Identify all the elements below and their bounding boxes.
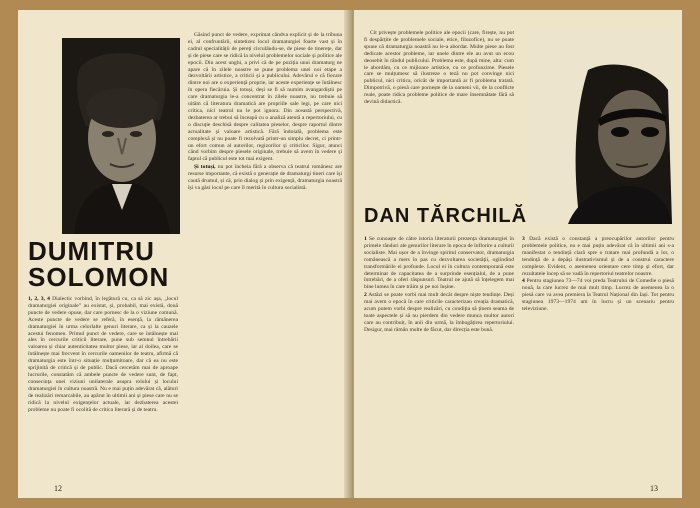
paragraph-text: nu pot încheia fără a observa că teatrul românesc are resurse importante, că există o generație de dramaturgi tineri care își caută drumul, și că, prin dialog și prin exigență, dramaturgia noastră își va găsi locul pe care îl merită în cultura socialistă. [188,164,342,191]
page-number-left: 12 [54,484,62,493]
answer-number: 4 [522,278,525,285]
paragraph-text: Dialectic vorbind, în legătură cu, ca să zic așa, „locul dramaturgiei originale” au existat, și, probabil, mai există, două puncte de vedere opuse, dar care pornesc de la o viziune comună. Aceste puncte de vedere se referă, în esență, la rămânerea dramaturgiei în urma celorlalte genuri literare, ca și la cauzele acestui fenomen. Primul punct de vedere, care se întâlnește mai ales în cercurile criticii literare, pune sub semnul întrebării valoarea și chiar autenticitatea multor piese, iar al doilea, care se întâlnește mai frecvent în cercurile oamenilor de teatru, afirmă că dramaturgia este într-o situație mulțumitoare, dar că ea nu este sprijinită de critică și de public. Dacă cercetăm mai de aproape lucrurile, constatăm că ambele puncte de vedere sunt, de fapt, consecința unei viziuni unilaterale asupra rolului și locului dramaturgiei în cultura noastră. Nu e mai puțin adevărat că, alături de realizări remarcabile, au apărut în ultimii ani și piese care nu se ridică la nivelul exigențelor actuale, iar dezbaterea acestei probleme nu poate fi ocolită de critica literară și de teatru. [28,296,178,413]
paragraph-text: Se cunoaște de către istoria literaturii prezența dramaturgiei în primele rânduri ale genurilor literare în epoca de înflorire a culturii socialiste. Mai ușor de a învinge spiritul conservator, dramaturgia românească a mers în pas cu dezvoltarea societății, oglindind transformările ei profunde. Locul ei în cultura contemporană este determinat de capacitatea de a surprinde esențialul, de a pune întrebări, de a oferi răspunsuri. Teatrul ne ajută să înțelegem mai bine lumea în care trăim și pe noi înșine. [364,236,514,291]
right-column-3 [522,236,674,476]
paragraph: Cit privește problemele politice ale epocii (care, firește, nu pot fi despărțite de problemele sociale, etice, filozofice), nu se poate spune că dramaturgia noastră nu le-a abordat. Multe piese au fost dedicate acestor probleme, iar unele dintre ele au avut un ecou deosebit în rândul publicului. Problema este, după mine, alta: cum le abordăm, cu ce mijloace artistice, cu ce profunzime. Piesele care se mulțumesc să ilustreze o teză nu pot convinge nici publicul, nici critica, oricât de importantă ar fi problema tratată. Dimpotrivă, o piesă care pornește de la oameni vii, de la conflicte reale, poate ridica probleme politice de mare însemnătate fără să devină didactică. [364,30,514,106]
left-column-1 [28,296,178,486]
paragraph [522,278,674,313]
answer-number: 1 [364,236,367,242]
left-column-2 [188,32,342,486]
paragraph [364,292,514,333]
page-number-right: 13 [650,484,658,493]
paragraph [522,236,674,277]
paragraph [28,296,178,413]
portrait-photo-dan-tarchila [528,30,672,224]
right-column-1 [364,30,514,172]
lead-phrase: Și totuși, [194,164,216,171]
paragraph-text: Pentru stagiunea 73—74 voi preda Teatrului de Comedie o piesă nouă, la care lucrez de mai mult timp. Lucrez de asemenea la o piesă care va avea premiera la Teatrul Național din Iași. Tot pentru stagiunea 1973—1974 am în lucru și un scenariu pentru televiziune. [522,278,674,313]
author-name-line2: SOLOMON [28,262,170,292]
paragraph [364,236,514,291]
answer-number: 2 [364,292,367,299]
left-page [18,10,350,498]
paragraph [188,164,342,192]
portrait-photo-dumitru-solomon [62,38,180,234]
answer-number: 3 [522,236,525,242]
portrait-image [62,38,180,234]
paragraph-text: Astăzi se poate vorbi mai mult decât despre niște tendințe. Deși mai avem o epocă în care criticile caracterizau creația dramatică, acum putem vorbi despre realizări, cu condiția să ținem seama de toate aspectele și să nu pierdem din vedere munca multor autori care au contribuit, în anii din urmă, la îmbogățirea repertoriului. Desigur, mai rămân multe de făcut, dar direcția este bună. [364,292,514,333]
right-page [354,10,682,498]
answer-number: 1, 2, 3, 4 [28,296,50,302]
author-name: DAN TĂRCHILĂ [364,205,528,227]
right-column-2 [364,236,514,486]
portrait-image [528,30,672,224]
paragraph: Găsind punct de vedere, exprimat cândva explicit și de la tribuna ei, al confruntării, sintetizez locul dramaturgiei foarte vast și în cadrul specialității de pereți circulându-se, de piese de tinerețe, dar și de piese care se ridică la nivelul problemelor sociale și politice ale epocii. Din acest unghi, a privi că de pe poziția unui dramaturg ne apare că în zilele noastre se pune problema unei noi etape a dezvoltării artistice, a criticii și a publicului. Adevărul e că fiecare dintre noi are o experiență proprie, iar aceste experiențe se întâlnesc în opera fiecăruia. Și totuși, deși se fi să numim avangardiștii pe care dramaturgia le-a concentrat în zilele noastre, nu trebuie să uităm că literatura dramatică are propriile sale legi, pe care nici critica, nici teatrul nu le pot ignora. Din această perspectivă, dezbaterea ar trebui să înceapă cu o analiză atentă a repertoriului, cu o discuție deschisă despre calitatea pieselor, despre raportul dintre actualitate și valoare artistică. Fără îndoială, problema este complexă și nu poate fi rezolvată printr-un simplu decret, ci printr-un efort comun al autorilor, regizorilor și criticilor. Sigur, atunci când vorbim despre piesele originale, trebuie să avem în vedere și faptul că publicul este tot mai exigent. [188,32,342,163]
paragraph-text: Dacă există o constanță a preocupărilor autorilor pentru problemele politice, nu e mai puțin adevărat că în ultimii ani s-a manifestat o tendință clară spre o tratare mai profundă a lor, o tendință de a depăși ilustrativismul și de a construi caractere complexe. Evident, o asemenea orientare cere timp și efort, dar rezultatele încep să se vadă în repertoriul teatrelor noastre. [522,236,674,277]
author-name-line1: DUMITRU [28,236,155,266]
